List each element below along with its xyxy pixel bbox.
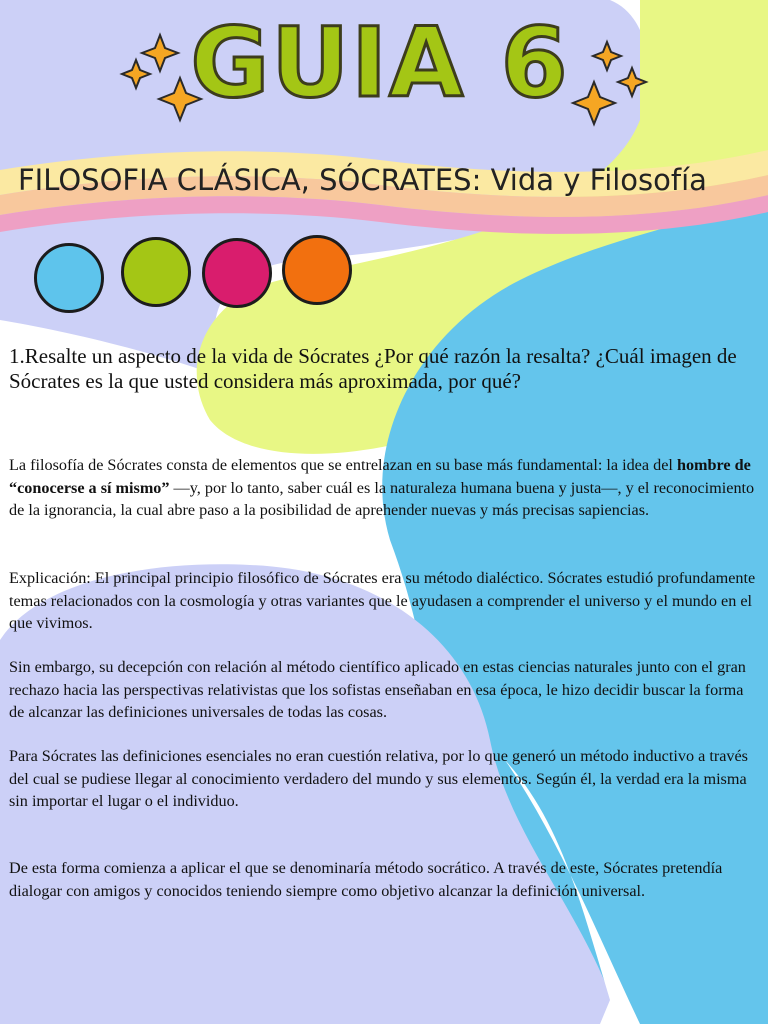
decorative-circle-magenta xyxy=(202,238,272,308)
emphasis-text: hombre de “conocerse a sí mismo” xyxy=(9,456,751,497)
page-title: GUIA 6 xyxy=(190,7,570,119)
paragraph-5: De esta forma comienza a aplicar el que se denominaría método socrático. A través de este, Sócrates pretendía dialogar con amigos y conocidos teniendo siempre como objetivo alcanzar la definición universal. xyxy=(9,859,723,900)
paragraph-3: Sin embargo, su decepción con relación al método científico aplicado en estas ciencias naturales junto con el gran rechazo hacia las perspectivas relativistas que los sofistas enseñaban en esa época, le hizo decidir buscar la forma de alcanzar las definiciones universales de todas las cosas. xyxy=(9,658,746,721)
question-text: 1.Resalte un aspecto de la vida de Sócrates ¿Por qué razón la resalta? ¿Cuál imagen de Sócrates es la que usted considera más aproximada, por qué? xyxy=(9,344,737,393)
paragraph-2: Explicación: El principal principio filosófico de Sócrates era su método dialéctico. Sócrates estudió profundamente temas relacionados con la cosmología y otras variantes que le ayudasen a comprender el universo y el mundo en el que vivimos. xyxy=(9,569,756,632)
page-subtitle: FILOSOFIA CLÁSICA, SÓCRATES: Vida y Filosofía xyxy=(18,163,707,197)
decorative-circle-orange xyxy=(282,235,352,305)
paragraph-4: Para Sócrates las definiciones esenciales no eran cuestión relativa, por lo que generó un método inductivo a través del cual se pudiese llegar al conocimiento verdadero del mundo y sus elementos. Según él, la verdad era la misma sin importar el lugar o el individuo. xyxy=(9,747,748,810)
decorative-circle-green xyxy=(121,237,191,307)
paragraph-1: La filosofía de Sócrates consta de elementos que se entrelazan en su base más fundamental: la idea del hombre de “conocerse a sí mismo” —y, por lo tanto, saber cuál es la naturaleza humana buena y justa—, y el reconocimiento de la ignorancia, la cual abre paso a la posibilidad de aprehender nuevas y más precisas sapiencias. xyxy=(9,456,755,519)
decorative-circle-blue xyxy=(34,243,104,313)
